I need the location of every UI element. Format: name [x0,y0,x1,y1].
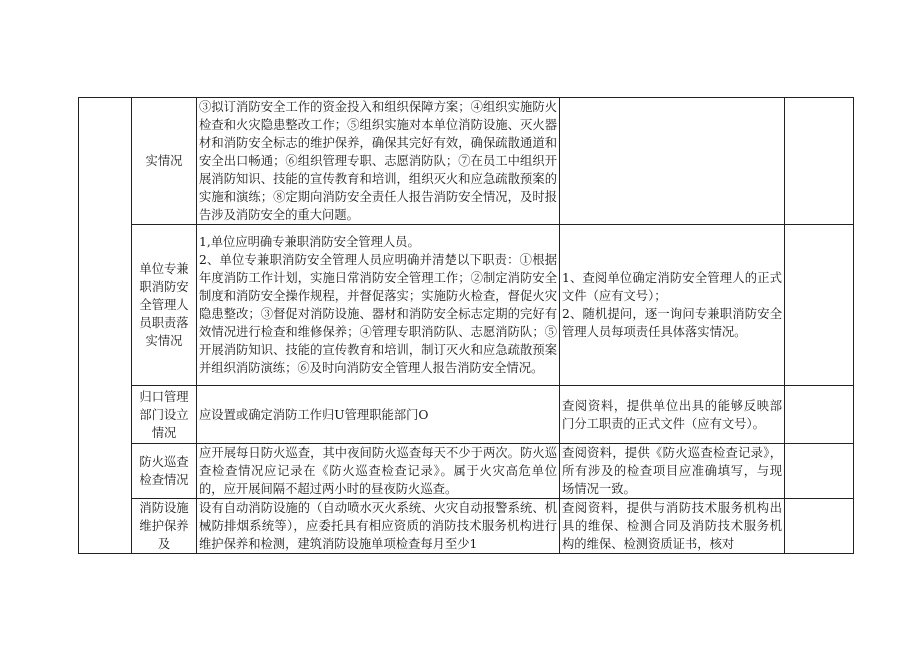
method-text: 查阅资料，提供《防火巡查检查记录》，所有涉及的检查项目应准确填写，与现场情况一致。 [562,446,782,496]
requirement-cell [197,98,560,225]
method-cell [560,499,785,554]
method-cell [560,98,785,225]
requirement-text: 设有自动消防设施的（自动喷水灭火系统、火灾自动报警系统、机械防排烟系统等），应委托具有相应资质的消防技术服务机构进行维护保养和检测，建筑消防设施单项检查每月至少1 [199,501,557,551]
item-label: 单位专兼职消防安全管理人员职责落实情况 [139,262,189,348]
item-label: 防火巡查检查情况 [139,455,189,487]
requirement-text: 1,单位应明确专兼职消防安全管理人员。 [199,235,420,249]
requirement-text: ③拟订消防安全工作的资金投入和组织保障方案；④组织实施防火检查和火灾隐患整改工作；⑤组织实施对本单位消防设施、灭火器材和消防安全标志的维护保养，确保其完好有效，确保疏散通道和安全出口畅通；⑥组织管理专职、志愿消防队；⑦在员工中组织开展消防知识、技能的宣传教育和培训，组织灭火和应急疏散预案的实施和演练；⑧定期向消防安全责任人报告消防安全情况，及时报告涉及消防安全的重大问题。 [199,100,557,222]
result-cell [785,225,854,386]
method-cell [560,386,785,444]
requirement-cell [197,386,560,444]
requirement-cell [197,225,560,386]
item-cell [132,98,197,225]
category-cell [79,98,132,554]
result-cell [785,386,854,444]
item-cell [132,225,197,386]
inspection-table [78,97,854,554]
item-cell [132,444,197,499]
inspection-table-page [78,97,840,551]
method-text: 查阅资料，提供与消防技术服务机构出具的维保、检测合同及消防技术服务机构的维保、检测资质证书，核对 [562,501,782,551]
table-row [79,386,854,444]
requirement-cell [197,499,560,554]
requirement-text: 应开展每日防火巡查，其中夜间防火巡查每天不少于两次。防火巡查检查情况应记录在《防火巡查检查记录》。属于火灾高危单位的，应开展间隔不超过两小时的昼夜防火巡查。 [199,446,557,496]
item-cell [132,386,197,444]
method-text: 1、查阅单位确定消防安全管理人的正式文件（应有文号）； [562,271,782,303]
result-cell [785,98,854,225]
table-row [79,225,854,386]
result-cell [785,444,854,499]
table-row [79,499,854,554]
result-cell [785,499,854,554]
table-row [79,98,854,225]
requirement-cell [197,444,560,499]
item-cell [132,499,197,554]
method-cell [560,444,785,499]
item-label: 归口管理部门设立情况 [139,389,189,440]
method-text: 查阅资料，提供单位出具的能够反映部门分工职责的正式文件（应有文号）。 [562,398,782,431]
item-label: 消防设施维护保养及 [139,501,189,551]
item-label: 实情况 [145,154,183,168]
requirement-text: 2、单位专兼职消防安全管理人员应明确并清楚以下职责：①根据年度消防工作计划，实施日常消防安全管理工作；②制定消防安全制度和消防安全操作规程，并督促落实；实施防火检查，督促火灾隐患整改；③督促对消防设施、器材和消防安全标志定期的完好有效情况进行检查和维修保养；④管理专职消防队、志愿消防队；⑤开展消防知识、技能的宣传教育和培训，制订灭火和应急疏散预案并组织消防演练；⑥及时向消防安全管理人报告消防安全情况。 [199,253,557,375]
requirement-text: 应设置或确定消防工作归U管理职能部门O [199,407,429,422]
method-cell [560,225,785,386]
method-text: 2、随机提问，逐一询问专兼职消防安全管理人员每项责任具体落实情况。 [562,307,782,339]
table-row [79,444,854,499]
